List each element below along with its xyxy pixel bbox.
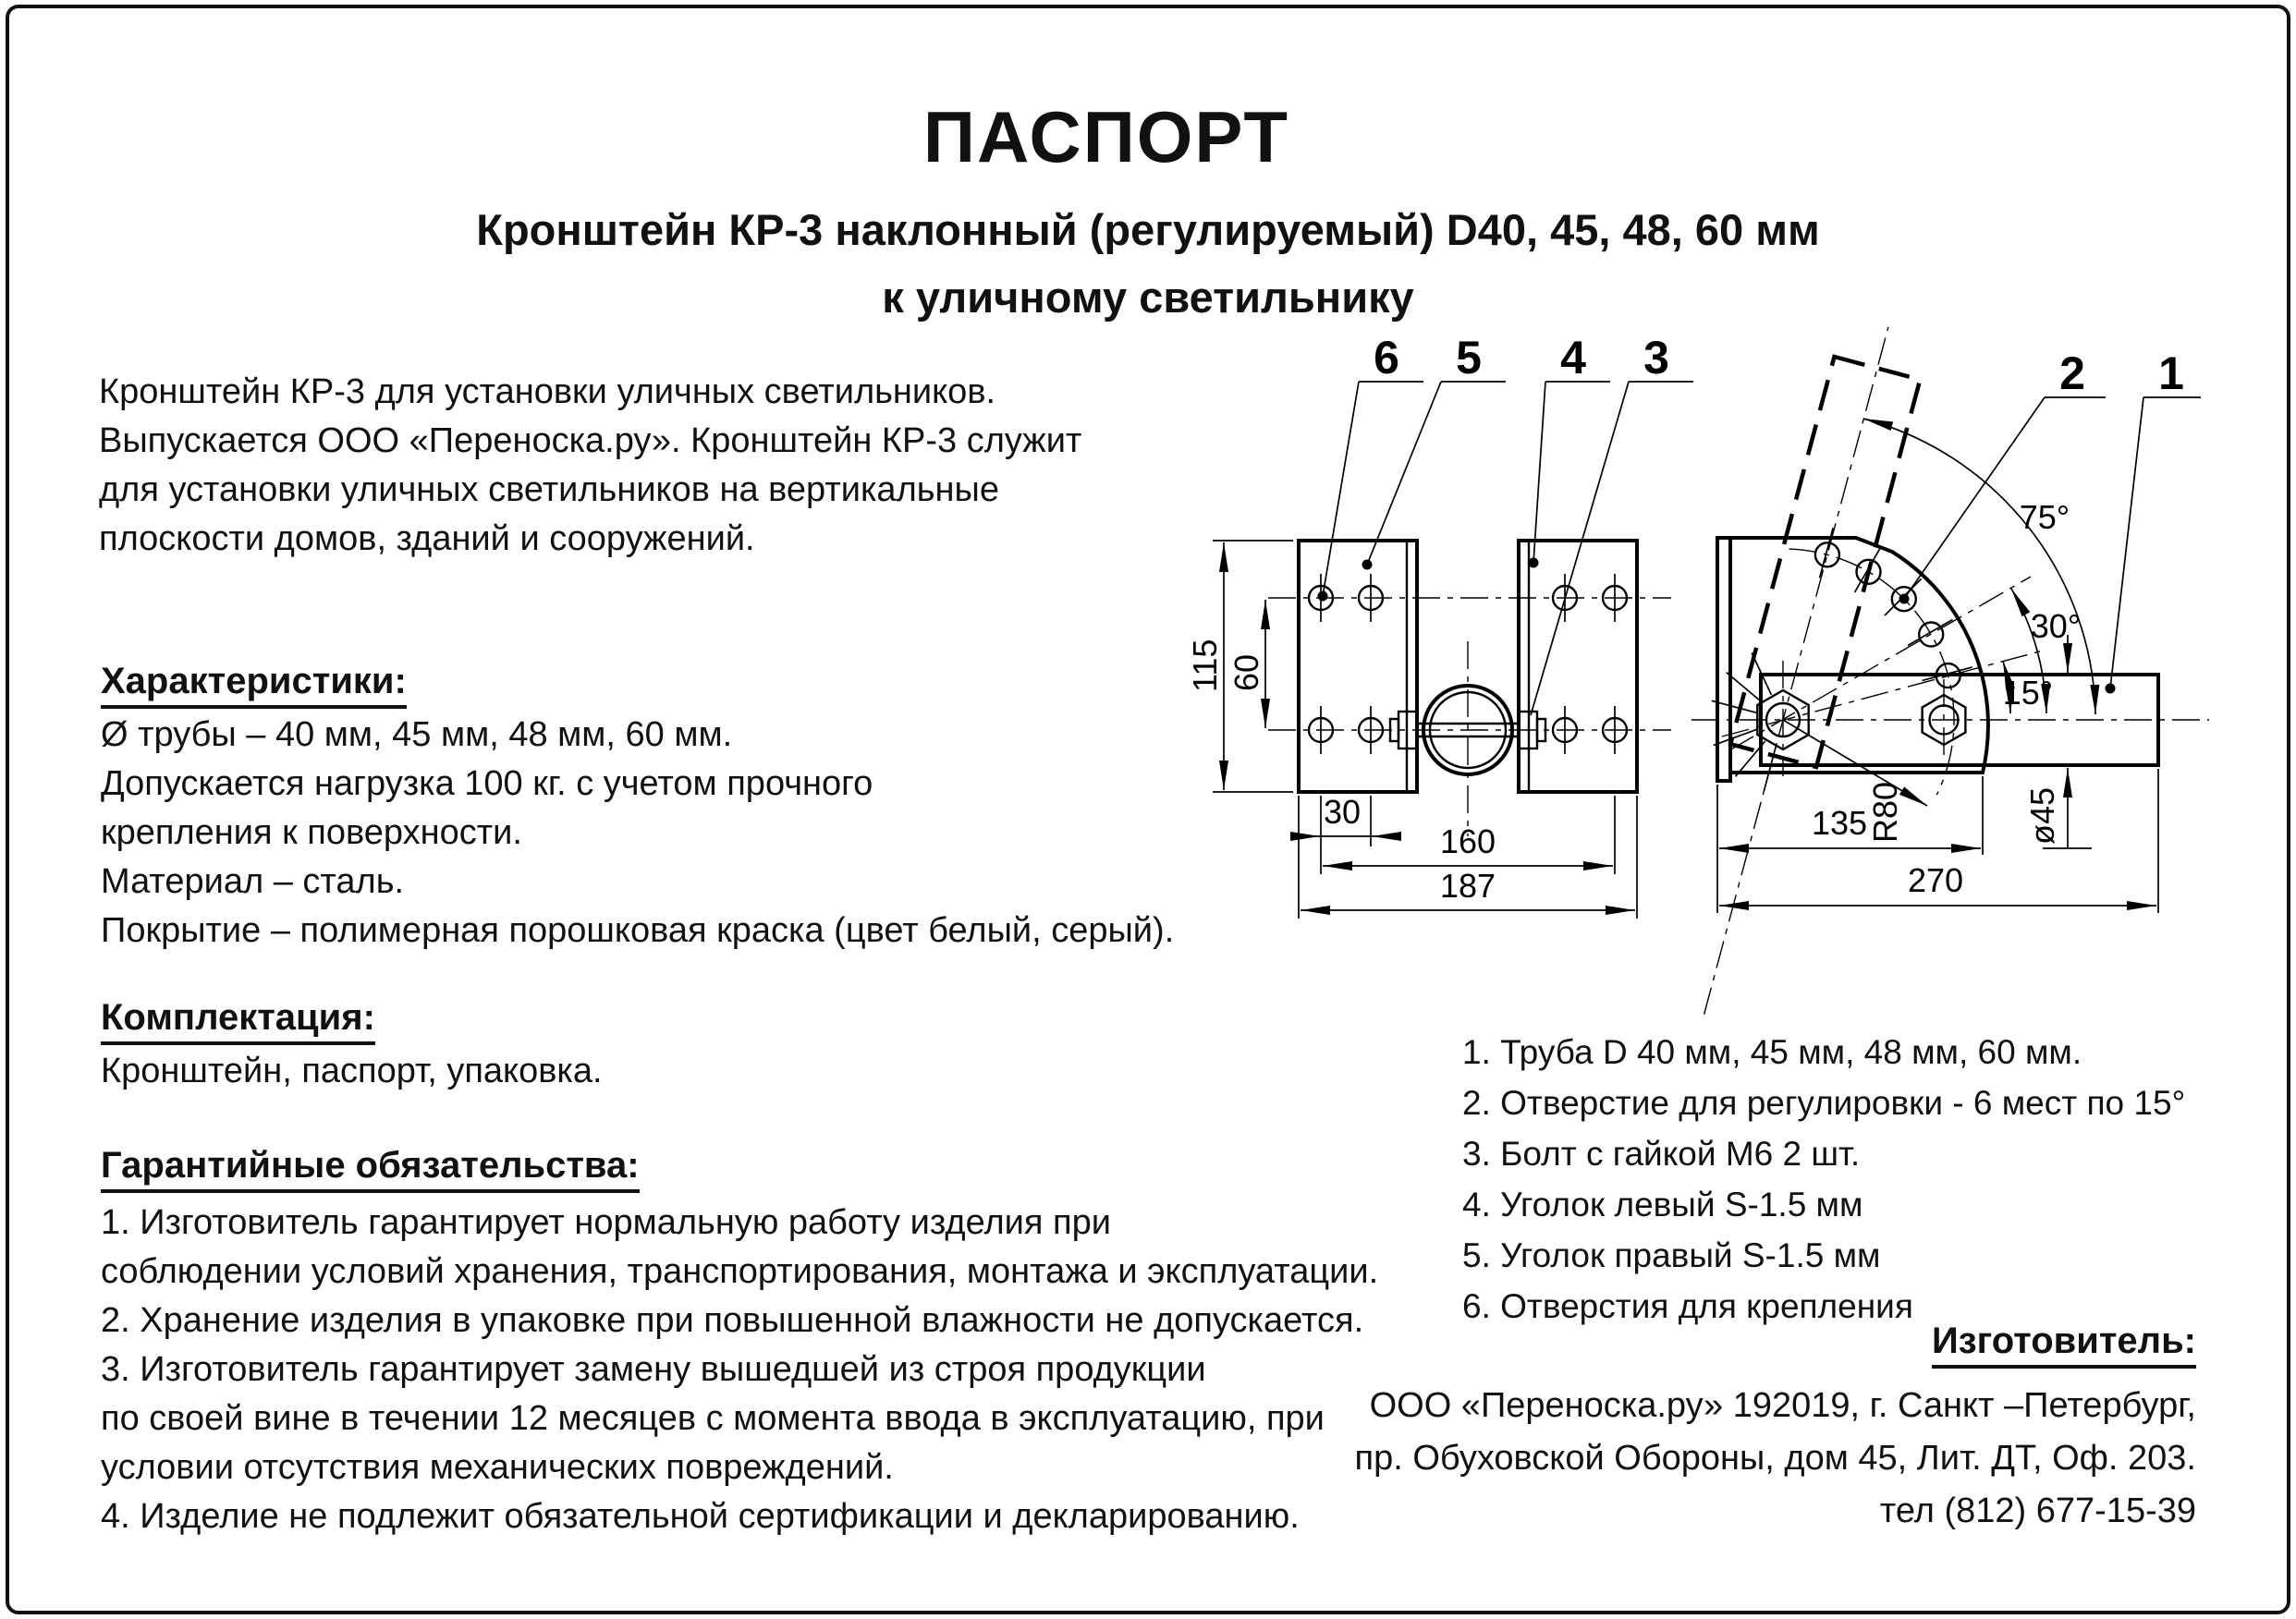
dim-dia45-label: ø45 <box>2023 786 2061 845</box>
parts-item: 3. Болт с гайкой М6 2 шт. <box>1462 1135 1861 1173</box>
intro-line: для установки уличных светильников на вертикальные <box>99 470 999 509</box>
right-angle-plate <box>1519 541 1637 792</box>
parts-item: 2. Отверстие для регулировки - 6 мест по 15° <box>1462 1084 2186 1122</box>
document-title: ПАСПОРТ <box>922 96 1290 177</box>
manufacturer-line: пр. Обуховской Обороны, дом 45, Лит. ДТ, Оф. 203. <box>1354 1439 2196 1478</box>
angle-75-label: 75° <box>2019 498 2070 536</box>
callout-3: 3 <box>1643 332 1669 383</box>
adjustment-holes <box>1815 542 1960 688</box>
dim-30-label: 30 <box>1323 793 1362 831</box>
parts-item: 4. Уголок левый S-1.5 мм <box>1462 1186 1863 1223</box>
front-view <box>1186 541 1671 919</box>
manufacturer-heading-text: Изготовитель: <box>1932 1321 2196 1369</box>
parts-item: 5. Уголок правый S-1.5 мм <box>1462 1236 1881 1274</box>
parts-item: 1. Труба D 40 мм, 45 мм, 48 мм, 60 мм. <box>1462 1033 2082 1071</box>
callout-1: 1 <box>2158 347 2184 399</box>
adjustment-arc <box>1789 549 1955 795</box>
callout-4: 4 <box>1560 332 1586 383</box>
warranty-line: 2. Хранение изделия в упаковке при повышенной влажности не допускается. <box>101 1301 1364 1340</box>
dim-160-label: 160 <box>1439 822 1496 860</box>
intro-line: плоскости домов, зданий и сооружений. <box>99 519 755 558</box>
characteristics-line: Ø трубы – 40 мм, 45 мм, 48 мм, 60 мм. <box>101 715 733 754</box>
warranty-line: соблюдении условий хранения, транспортирования, монтажа и эксплуатации. <box>101 1252 1379 1291</box>
intro-line: Кронштейн КР-3 для установки уличных светильников. <box>99 372 996 411</box>
dim-r80-label: R80 <box>1866 781 1904 843</box>
manufacturer-line: тел (812) 677-15-39 <box>1879 1491 2196 1530</box>
sector-plate <box>1730 538 1988 773</box>
callout-6: 6 <box>1374 332 1399 383</box>
characteristics-line: Материал – сталь. <box>101 862 405 901</box>
intro-line: Выпускается ООО «Переноска.ру». Кронштейн КР-3 служит <box>99 421 1082 460</box>
warranty-line: по своей вине в течении 12 месяцев с момента ввода в эксплуатацию, при <box>101 1399 1325 1438</box>
characteristics-heading-text: Характеристики: <box>101 661 407 709</box>
warranty-heading-text: Гарантийные обязательства: <box>101 1145 640 1193</box>
dim-60-label: 60 <box>1227 653 1265 691</box>
package-heading-text: Комплектация: <box>101 997 375 1045</box>
side-view <box>1691 327 2209 1015</box>
characteristics-line: Покрытие – полимерная порошковая краска (цвет белый, серый). <box>101 911 1175 950</box>
side-view-dimensions <box>1717 769 2158 913</box>
side-centerlines <box>1691 661 2209 776</box>
characteristics-line: Допускается нагрузка 100 кг. с учетом прочного <box>101 764 873 803</box>
parts-item: 6. Отверстия для крепления <box>1462 1287 1913 1325</box>
dim-135-label: 135 <box>1811 804 1868 842</box>
pipe-diameter-dimension <box>2023 635 2092 848</box>
angle-30-label: 30° <box>2030 607 2082 645</box>
left-angle-plate <box>1299 541 1417 792</box>
package-line: Кронштейн, паспорт, упаковка. <box>101 1052 603 1090</box>
angle-15-label: 15° <box>2002 674 2054 712</box>
dim-270-label: 270 <box>1907 861 1964 899</box>
warranty-line: 1. Изготовитель гарантирует нормальную работу изделия при <box>101 1203 1111 1242</box>
characteristics-line: крепления к поверхности. <box>101 813 522 852</box>
warranty-line: 4. Изделие не подлежит обязательной сертификации и декларированию. <box>101 1497 1300 1536</box>
warranty-line: 3. Изготовитель гарантирует замену вышедшей из строя продукции <box>101 1350 1206 1389</box>
callout-2: 2 <box>2059 347 2085 399</box>
dim-115-label: 115 <box>1186 639 1224 692</box>
subtitle-line-1: Кронштейн КР-3 наклонный (регулируемый) D40, 45, 48, 60 мм <box>476 205 1820 254</box>
warranty-line: условии отсутствия механических повреждений. <box>101 1448 894 1487</box>
manufacturer-line: ООО «Переноска.ру» 192019, г. Санкт –Петербург, <box>1369 1386 2196 1425</box>
callout-5: 5 <box>1456 332 1482 383</box>
subtitle-line-2: к уличному светильнику <box>882 273 1414 322</box>
dim-187-label: 187 <box>1439 867 1496 905</box>
